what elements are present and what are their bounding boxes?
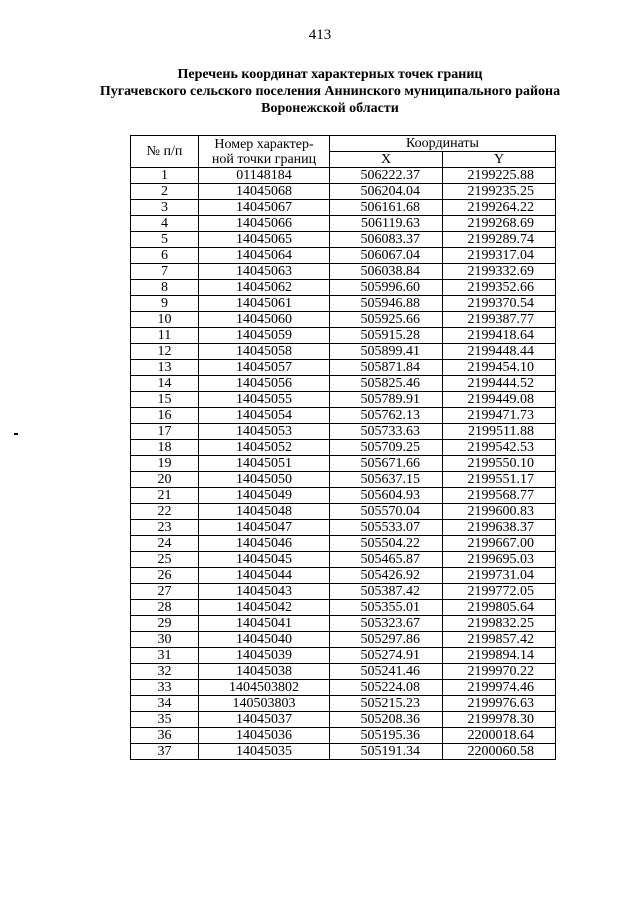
cell-number: 24: [131, 536, 199, 552]
cell-y: 2199976.63: [443, 696, 556, 712]
table-row: [131, 264, 556, 280]
table-row: [131, 664, 556, 680]
table-header-row: [131, 136, 556, 152]
cell-point-id: 14045038: [199, 664, 330, 680]
cell-x: 505426.92: [330, 568, 443, 584]
cell-y: 2199978.30: [443, 712, 556, 728]
cell-point-id: 14045050: [199, 472, 330, 488]
cell-point-id: 14045037: [199, 712, 330, 728]
table-body: [131, 168, 556, 760]
cell-number: 21: [131, 488, 199, 504]
cell-number: 11: [131, 328, 199, 344]
table-row: [131, 168, 556, 184]
cell-number: 17: [131, 424, 199, 440]
cell-point-id: 14045064: [199, 248, 330, 264]
cell-x: 505946.88: [330, 296, 443, 312]
cell-point-id: 14045046: [199, 536, 330, 552]
table-row: [131, 312, 556, 328]
cell-y: 2199264.22: [443, 200, 556, 216]
coordinates-table: [130, 135, 556, 760]
cell-point-id: 14045035: [199, 744, 330, 760]
table-row: [131, 680, 556, 696]
cell-x: 505533.07: [330, 520, 443, 536]
cell-number: 14: [131, 376, 199, 392]
cell-y: 2199772.05: [443, 584, 556, 600]
cell-y: 2199638.37: [443, 520, 556, 536]
cell-x: 506204.04: [330, 184, 443, 200]
cell-y: 2199317.04: [443, 248, 556, 264]
cell-x: 505925.66: [330, 312, 443, 328]
cell-y: 2199235.25: [443, 184, 556, 200]
cell-point-id: 14045056: [199, 376, 330, 392]
cell-y: 2199832.25: [443, 616, 556, 632]
cell-y: 2199454.10: [443, 360, 556, 376]
cell-point-id: 14045058: [199, 344, 330, 360]
cell-number: 35: [131, 712, 199, 728]
header-point-line-2: ной точки границ: [211, 151, 317, 167]
cell-number: 3: [131, 200, 199, 216]
cell-x: 506067.04: [330, 248, 443, 264]
cell-number: 31: [131, 648, 199, 664]
cell-point-id: 14045063: [199, 264, 330, 280]
table-row: [131, 248, 556, 264]
cell-number: 2: [131, 184, 199, 200]
cell-number: 28: [131, 600, 199, 616]
cell-number: 9: [131, 296, 199, 312]
cell-y: 2199600.83: [443, 504, 556, 520]
table-row: [131, 712, 556, 728]
table-row: [131, 232, 556, 248]
cell-point-id: 14045045: [199, 552, 330, 568]
cell-point-id: 14045048: [199, 504, 330, 520]
cell-y: 2199695.03: [443, 552, 556, 568]
table-row: [131, 424, 556, 440]
cell-number: 13: [131, 360, 199, 376]
header-y: Y: [443, 152, 556, 168]
cell-number: 19: [131, 456, 199, 472]
cell-number: 1: [131, 168, 199, 184]
cell-number: 22: [131, 504, 199, 520]
cell-point-id: 14045041: [199, 616, 330, 632]
title-line-2: Пугачевского сельского поселения Аннинского муниципального района: [99, 84, 561, 99]
table-row: [131, 488, 556, 504]
cell-x: 505915.28: [330, 328, 443, 344]
table-row: [131, 744, 556, 760]
cell-point-id: 14045060: [199, 312, 330, 328]
cell-number: 5: [131, 232, 199, 248]
table-row: [131, 696, 556, 712]
cell-number: 18: [131, 440, 199, 456]
header-x: X: [330, 152, 443, 168]
cell-x: 505871.84: [330, 360, 443, 376]
cell-x: 506038.84: [330, 264, 443, 280]
table-row: [131, 360, 556, 376]
cell-number: 20: [131, 472, 199, 488]
cell-point-id: 14045061: [199, 296, 330, 312]
cell-point-id: 14045042: [199, 600, 330, 616]
table-row: [131, 648, 556, 664]
cell-x: 505671.66: [330, 456, 443, 472]
table-row: [131, 728, 556, 744]
cell-y: 2199974.46: [443, 680, 556, 696]
cell-point-id: 14045055: [199, 392, 330, 408]
cell-y: 2199731.04: [443, 568, 556, 584]
cell-number: 8: [131, 280, 199, 296]
cell-x: 505208.36: [330, 712, 443, 728]
cell-point-id: 14045047: [199, 520, 330, 536]
cell-number: 29: [131, 616, 199, 632]
cell-y: 2199352.66: [443, 280, 556, 296]
cell-y: 2199511.88: [443, 424, 556, 440]
cell-point-id: 14045040: [199, 632, 330, 648]
cell-number: 33: [131, 680, 199, 696]
table-row: [131, 216, 556, 232]
table-row: [131, 600, 556, 616]
cell-x: 505297.86: [330, 632, 443, 648]
cell-y: 2199805.64: [443, 600, 556, 616]
cell-x: 505899.41: [330, 344, 443, 360]
cell-y: 2200018.64: [443, 728, 556, 744]
cell-y: 2199289.74: [443, 232, 556, 248]
cell-point-id: 14045068: [199, 184, 330, 200]
cell-y: 2199370.54: [443, 296, 556, 312]
cell-x: 505570.04: [330, 504, 443, 520]
table-row: [131, 296, 556, 312]
cell-y: 2199387.77: [443, 312, 556, 328]
table-row: [131, 328, 556, 344]
cell-x: 505241.46: [330, 664, 443, 680]
table-row: [131, 456, 556, 472]
cell-x: 505323.67: [330, 616, 443, 632]
cell-x: 505355.01: [330, 600, 443, 616]
document-title: [60, 66, 600, 117]
title-line-1: Перечень координат характерных точек границ: [177, 67, 483, 82]
cell-x: 505637.15: [330, 472, 443, 488]
cell-number: 25: [131, 552, 199, 568]
table-row: [131, 440, 556, 456]
cell-point-id: 14045044: [199, 568, 330, 584]
cell-number: 32: [131, 664, 199, 680]
title-line-3: Воронежской области: [261, 101, 399, 116]
cell-number: 36: [131, 728, 199, 744]
cell-point-id: 14045043: [199, 584, 330, 600]
cell-point-id: 14045057: [199, 360, 330, 376]
cell-number: 7: [131, 264, 199, 280]
cell-x: 505465.87: [330, 552, 443, 568]
cell-y: 2199471.73: [443, 408, 556, 424]
table-row: [131, 280, 556, 296]
cell-y: 2199568.77: [443, 488, 556, 504]
cell-point-id: 1404503802: [199, 680, 330, 696]
cell-x: 505274.91: [330, 648, 443, 664]
cell-point-id: 14045059: [199, 328, 330, 344]
cell-x: 505504.22: [330, 536, 443, 552]
cell-y: 2200060.58: [443, 744, 556, 760]
cell-y: 2199268.69: [443, 216, 556, 232]
table-row: [131, 504, 556, 520]
cell-point-id: 14045065: [199, 232, 330, 248]
table-row: [131, 584, 556, 600]
cell-number: 37: [131, 744, 199, 760]
cell-number: 26: [131, 568, 199, 584]
cell-point-id: 14045049: [199, 488, 330, 504]
cell-point-id: 14045036: [199, 728, 330, 744]
cell-y: 2199857.42: [443, 632, 556, 648]
cell-x: 505387.42: [330, 584, 443, 600]
table-row: [131, 568, 556, 584]
cell-x: 505733.63: [330, 424, 443, 440]
cell-x: 506083.37: [330, 232, 443, 248]
cell-x: 505996.60: [330, 280, 443, 296]
cell-number: 16: [131, 408, 199, 424]
cell-point-id: 14045039: [199, 648, 330, 664]
cell-number: 23: [131, 520, 199, 536]
cell-number: 10: [131, 312, 199, 328]
cell-y: 2199418.64: [443, 328, 556, 344]
cell-y: 2199551.17: [443, 472, 556, 488]
table-row: [131, 392, 556, 408]
header-num: № п/п: [131, 136, 199, 168]
cell-point-id: 14045067: [199, 200, 330, 216]
cell-y: 2199894.14: [443, 648, 556, 664]
cell-number: 6: [131, 248, 199, 264]
cell-point-id: 140503803: [199, 696, 330, 712]
cell-x: 505789.91: [330, 392, 443, 408]
table-row: [131, 520, 556, 536]
cell-x: 506222.37: [330, 168, 443, 184]
table-row: [131, 376, 556, 392]
table-row: [131, 552, 556, 568]
cell-y: 2199542.53: [443, 440, 556, 456]
cell-y: 2199550.10: [443, 456, 556, 472]
cell-x: 505604.93: [330, 488, 443, 504]
cell-y: 2199225.88: [443, 168, 556, 184]
cell-x: 505825.46: [330, 376, 443, 392]
cell-x: 505195.36: [330, 728, 443, 744]
cell-number: 27: [131, 584, 199, 600]
header-point: [199, 136, 330, 168]
header-coordinates: Координаты: [330, 136, 556, 152]
table-row: [131, 632, 556, 648]
cell-x: 505762.13: [330, 408, 443, 424]
cell-y: 2199332.69: [443, 264, 556, 280]
cell-y: 2199448.44: [443, 344, 556, 360]
cell-x: 506119.63: [330, 216, 443, 232]
cell-number: 34: [131, 696, 199, 712]
cell-number: 4: [131, 216, 199, 232]
cell-point-id: 14045066: [199, 216, 330, 232]
table-row: [131, 200, 556, 216]
cell-point-id: 14045051: [199, 456, 330, 472]
cell-x: 506161.68: [330, 200, 443, 216]
cell-x: 505215.23: [330, 696, 443, 712]
table-row: [131, 184, 556, 200]
header-point-line-1: Номер характер-: [214, 136, 314, 152]
table-row: [131, 472, 556, 488]
cell-point-id: 14045052: [199, 440, 330, 456]
cell-x: 505224.08: [330, 680, 443, 696]
cell-x: 505191.34: [330, 744, 443, 760]
scan-mark: [14, 433, 18, 435]
table-row: [131, 344, 556, 360]
cell-y: 2199970.22: [443, 664, 556, 680]
cell-point-id: 14045062: [199, 280, 330, 296]
cell-point-id: 01148184: [199, 168, 330, 184]
cell-y: 2199667.00: [443, 536, 556, 552]
table-row: [131, 408, 556, 424]
cell-number: 12: [131, 344, 199, 360]
cell-y: 2199449.08: [443, 392, 556, 408]
table-row: [131, 616, 556, 632]
cell-number: 30: [131, 632, 199, 648]
page-number: 413: [308, 27, 332, 43]
cell-point-id: 14045053: [199, 424, 330, 440]
cell-point-id: 14045054: [199, 408, 330, 424]
cell-number: 15: [131, 392, 199, 408]
table-row: [131, 536, 556, 552]
cell-x: 505709.25: [330, 440, 443, 456]
cell-y: 2199444.52: [443, 376, 556, 392]
